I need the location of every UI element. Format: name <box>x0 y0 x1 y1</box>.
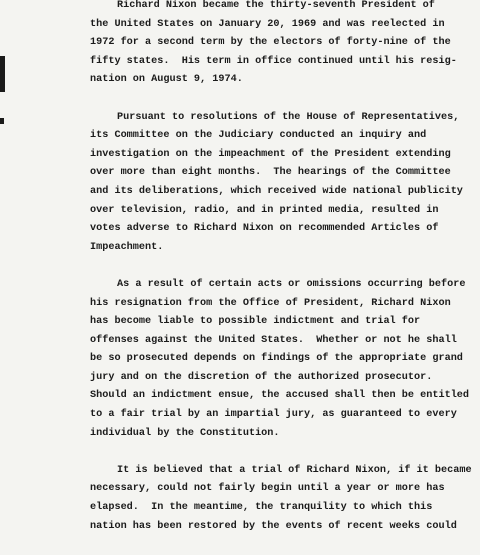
text-line: Impeachment. <box>90 241 164 253</box>
text-line: Should an indictment ensue, the accused shall then be entitled <box>90 390 470 402</box>
text-line: and its deliberations, which received wide national publicity <box>90 185 463 197</box>
text-line: Richard Nixon became the thirty-seventh President of <box>117 0 435 11</box>
paragraph-4 <box>90 462 472 536</box>
binding-mark <box>0 56 5 92</box>
text-line: elapsed. In the meantime, the tranquility to which this <box>90 502 433 514</box>
text-line: investigation on the impeachment of the President extending <box>90 148 451 160</box>
text-line: nation on August 9, 1974. <box>90 74 243 86</box>
paragraph-3 <box>90 276 470 443</box>
text-line: Pursuant to resolutions of the House of Representatives, <box>117 111 460 123</box>
text-line: over more than eight months. The hearings of the Committee <box>90 167 451 179</box>
paragraph-1 <box>90 0 457 90</box>
text-line: its Committee on the Judiciary conducted an inquiry and <box>90 130 427 142</box>
text-line: the United States on January 20, 1969 and was reelected in <box>90 18 445 30</box>
text-line: As a result of certain acts or omissions occurring before <box>117 278 466 290</box>
text-line: over television, radio, and in printed media, resulted in <box>90 204 439 216</box>
text-line: votes adverse to Richard Nixon on recommended Articles of <box>90 223 439 235</box>
text-line: fifty states. His term in office continued until his resig- <box>90 55 457 67</box>
text-line: has become liable to possible indictment and trial for <box>90 316 421 328</box>
text-line: It is believed that a trial of Richard Nixon, if it became <box>117 464 472 476</box>
text-line: offenses against the United States. Whether or not he shall <box>90 334 457 346</box>
text-line: necessary, could not fairly begin until a year or more has <box>90 483 445 495</box>
text-line: be so prosecuted depends on findings of the appropriate grand <box>90 353 463 365</box>
document-body <box>90 0 472 555</box>
text-line: individual by the Constitution. <box>90 427 280 439</box>
text-line: to a fair trial by an impartial jury, as guaranteed to every <box>90 409 457 421</box>
binding-mark <box>0 118 4 124</box>
text-line: 1972 for a second term by the electors of forty-nine of the <box>90 37 451 49</box>
text-line: his resignation from the Office of President, Richard Nixon <box>90 297 451 309</box>
paragraph-2 <box>90 109 463 258</box>
text-line: jury and on the discretion of the authorized prosecutor. <box>90 371 433 383</box>
text-line: nation has been restored by the events of recent weeks could <box>90 520 457 532</box>
